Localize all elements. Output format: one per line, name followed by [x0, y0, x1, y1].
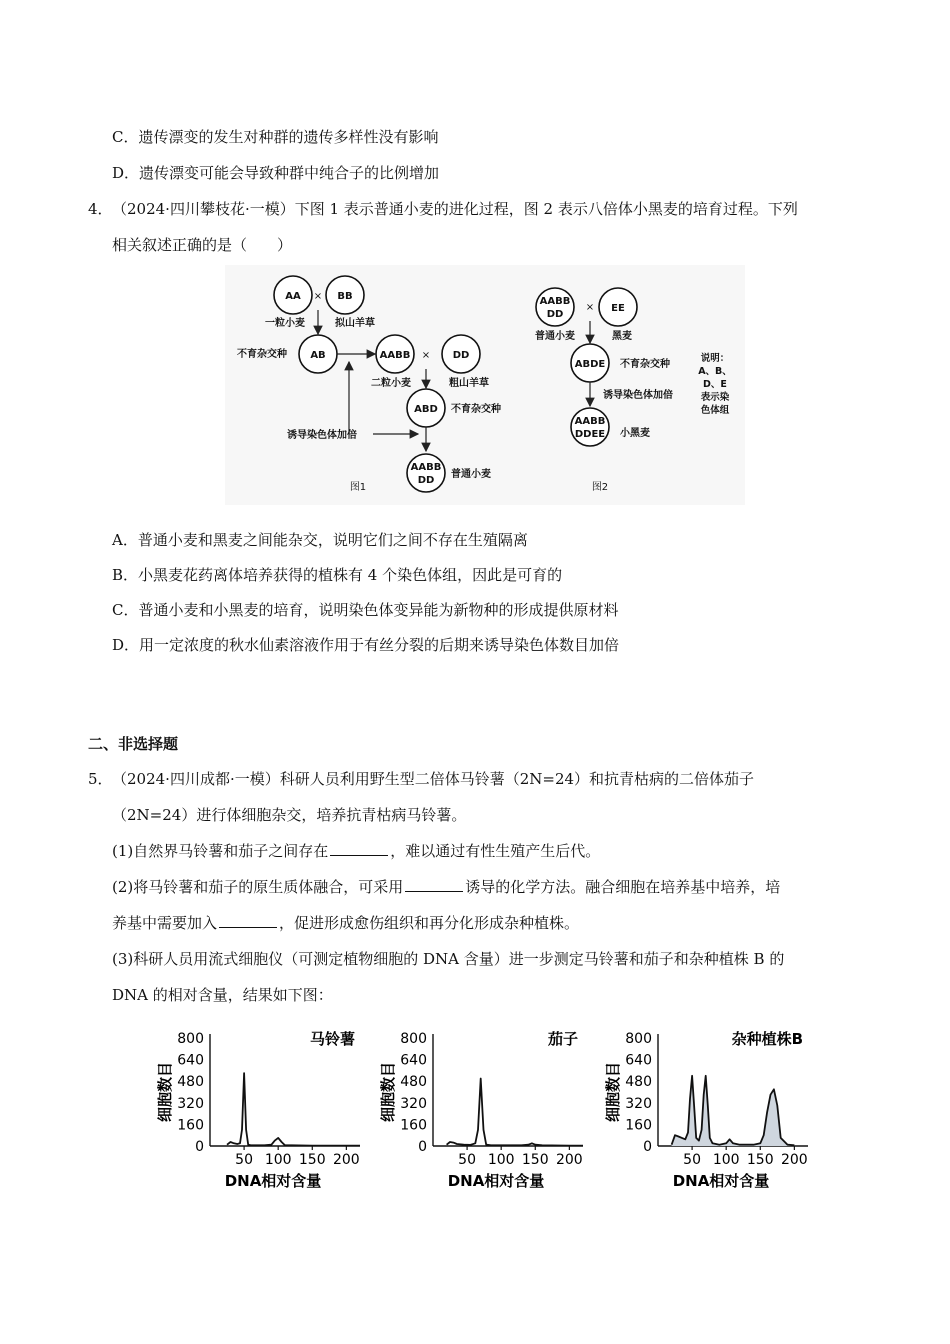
fig1-label-nishan: 拟山羊草 [335, 318, 375, 329]
y-axis-label: 细胞数目 [604, 1061, 622, 1123]
fig2-final-l1: AABB [574, 416, 606, 427]
chart-eggplant [373, 1018, 598, 1190]
q5-part1-text-a: (1)自然界马铃薯和茄子之间存在 [112, 842, 329, 860]
fig2-circle-final [571, 408, 609, 446]
q4-stem-line1: （2024·四川攀枝花·一模）下图 1 表示普通小麦的进化过程，图 2 表示八倍体小黑麦的培育过程。下列 [112, 200, 798, 218]
q5-part2-text-b: 诱导的化学方法。融合细胞在培养基中培养，培 [465, 878, 781, 896]
y-tick-label: 160 [177, 1117, 204, 1134]
fig2-note-4: 表示染 [700, 392, 730, 403]
q5-number: 5． [88, 770, 113, 788]
x-axis-label: DNA相对含量 [224, 1172, 322, 1190]
fig1-dd: DD [452, 350, 470, 361]
q5-blank-1[interactable] [330, 841, 388, 856]
y-tick-label: 320 [625, 1095, 652, 1112]
fig2-note-1: 说明： [700, 353, 730, 364]
fig1-label-putong: 普通小麦 [451, 469, 491, 480]
q5-stem-line1: （2024·四川成都·一模）科研人员利用野生型二倍体马铃薯（2N=24）和抗青枯病的二倍体茄子 [112, 770, 755, 788]
y-tick-label: 640 [400, 1052, 427, 1069]
y-tick-label: 800 [400, 1031, 427, 1047]
fig1-bb: BB [337, 291, 353, 302]
fig1-final-l1: AABB [410, 462, 442, 473]
x-tick-label: 200 [555, 1152, 583, 1168]
fig1-label-buyu2: 不育杂交种 [451, 404, 501, 415]
q3-option-c: C．遗传漂变的发生对种群的遗传多样性没有影响 [112, 128, 439, 146]
q5-blank-2[interactable] [405, 877, 463, 892]
x-tick-label: 150 [521, 1152, 549, 1168]
fig2-label-xiaoheimai: 小黑麦 [620, 428, 650, 439]
y-tick-label: 480 [625, 1074, 652, 1091]
fig2-aabbdd-l1: AABB [539, 296, 571, 307]
y-axis-label: 细胞数目 [156, 1061, 174, 1123]
fig2-cross: × [585, 302, 595, 313]
x-tick-label: 50 [683, 1152, 702, 1168]
y-tick-label: 800 [177, 1031, 204, 1047]
fig1-circle-final [407, 454, 445, 492]
fig2-label-youdao: 诱导染色体加倍 [603, 390, 673, 401]
series-line [227, 1073, 360, 1146]
fig1-caption: 图1 [349, 482, 367, 493]
q4-option-d: D．用一定浓度的秋水仙素溶液作用于有丝分裂的后期来诱导染色体数目加倍 [112, 636, 620, 654]
q5-part1 [112, 841, 600, 861]
y-tick-label: 320 [177, 1095, 204, 1112]
y-tick-label: 320 [400, 1095, 427, 1112]
fig1-cross1: × [313, 291, 323, 302]
fig2-note-3: D、E [703, 379, 727, 390]
fig2-circle-aabbdd [536, 288, 574, 326]
fig1-aabb: AABB [379, 350, 411, 361]
q5-stem-line2: （2N=24）进行体细胞杂交，培养抗青枯病马铃薯。 [112, 806, 467, 824]
fig2-abde: ABDE [574, 359, 606, 370]
fig2-caption: 图2 [591, 482, 609, 493]
fig1-label-buyu1: 不育杂交种 [237, 349, 287, 360]
q5-part1-text-b: ，难以通过有性生殖产生后代。 [390, 842, 601, 860]
chart-title: 茄子 [547, 1030, 578, 1048]
chart-title: 杂种植株B [731, 1030, 803, 1048]
fig1-ab: AB [310, 350, 326, 361]
x-axis-label: DNA相对含量 [672, 1172, 770, 1190]
fig1-cross2: × [421, 350, 431, 361]
q4-option-a: A．普通小麦和黑麦之间能杂交，说明它们之间不存在生殖隔离 [112, 531, 528, 549]
y-tick-label: 0 [418, 1139, 427, 1155]
y-tick-label: 640 [625, 1052, 652, 1069]
x-tick-label: 50 [458, 1152, 477, 1168]
y-axis-label: 细胞数目 [379, 1061, 397, 1123]
chart-title: 马铃薯 [309, 1030, 355, 1048]
fig1-label-erli: 二粒小麦 [371, 378, 411, 389]
fig2-note-2: A、B、 [698, 366, 732, 377]
q5-part2-line1 [112, 877, 780, 897]
x-tick-label: 100 [264, 1152, 292, 1168]
y-tick-label: 160 [400, 1117, 427, 1134]
fig2-label-heimai: 黑麦 [612, 331, 632, 342]
q4-option-b: B．小黑麦花药离体培养获得的植株有 4 个染色体组，因此是可育的 [112, 566, 563, 584]
q4-figure [225, 265, 745, 505]
q5-part2-text-d: ，促进形成愈伤组织和再分化形成杂种植株。 [279, 914, 580, 932]
q5-blank-3[interactable] [219, 913, 277, 928]
fig2-label-putong: 普通小麦 [535, 331, 575, 342]
fig2-note [698, 352, 732, 416]
q5-part3-line1: (3)科研人员用流式细胞仪（可测定植物细胞的 DNA 含量）进一步测定马铃薯和茄子和杂种植株 B 的 [112, 950, 785, 968]
y-tick-label: 640 [177, 1052, 204, 1069]
x-tick-label: 150 [298, 1152, 326, 1168]
fig1-label-youdao: 诱导染色体加倍 [287, 430, 357, 441]
section-title: 二、非选择题 [88, 735, 179, 753]
q3-option-d: D．遗传漂变可能会导致种群中纯合子的比例增加 [112, 164, 440, 182]
x-tick-label: 150 [746, 1152, 774, 1168]
q4-number: 4． [88, 200, 113, 218]
y-tick-label: 160 [625, 1117, 652, 1134]
fig1-final-l2: DD [417, 475, 435, 486]
fig1-label-cushan: 粗山羊草 [449, 378, 489, 389]
series-line [447, 1079, 583, 1146]
y-tick-label: 800 [625, 1031, 652, 1047]
q4-option-c: C．普通小麦和小黑麦的培育，说明染色体变异能为新物种的形成提供原材料 [112, 601, 619, 619]
fig2-aabbdd-l2: DD [546, 309, 564, 320]
fig2-final-l2: DDEE [574, 429, 606, 440]
q5-part2-line2 [112, 913, 579, 933]
x-tick-label: 100 [487, 1152, 515, 1168]
fig2-label-buyu: 不育杂交种 [620, 359, 670, 370]
y-tick-label: 0 [195, 1139, 204, 1155]
q5-part2-text-c: 养基中需要加入 [112, 914, 218, 932]
x-axis-label: DNA相对含量 [447, 1172, 545, 1190]
fig1-abd: ABD [414, 404, 438, 415]
chart-potato [150, 1018, 375, 1190]
q5-part2-text-a: (2)将马铃薯和茄子的原生质体融合，可采用 [112, 878, 404, 896]
y-tick-label: 480 [177, 1074, 204, 1091]
fig2-ee: EE [611, 303, 625, 314]
fig2-note-5: 色体组 [700, 405, 730, 416]
x-tick-label: 100 [712, 1152, 740, 1168]
y-tick-label: 0 [643, 1139, 652, 1155]
x-tick-label: 50 [235, 1152, 254, 1168]
x-tick-label: 200 [780, 1152, 808, 1168]
fig1-label-yili: 一粒小麦 [265, 318, 305, 329]
chart-hybrid-b [598, 1018, 823, 1190]
fig1-aa: AA [285, 291, 301, 302]
x-tick-label: 200 [332, 1152, 360, 1168]
q5-part3-line2: DNA 的相对含量，结果如下图： [112, 986, 333, 1004]
q4-stem-line2: 相关叙述正确的是（ ） [112, 236, 293, 254]
y-tick-label: 480 [400, 1074, 427, 1091]
